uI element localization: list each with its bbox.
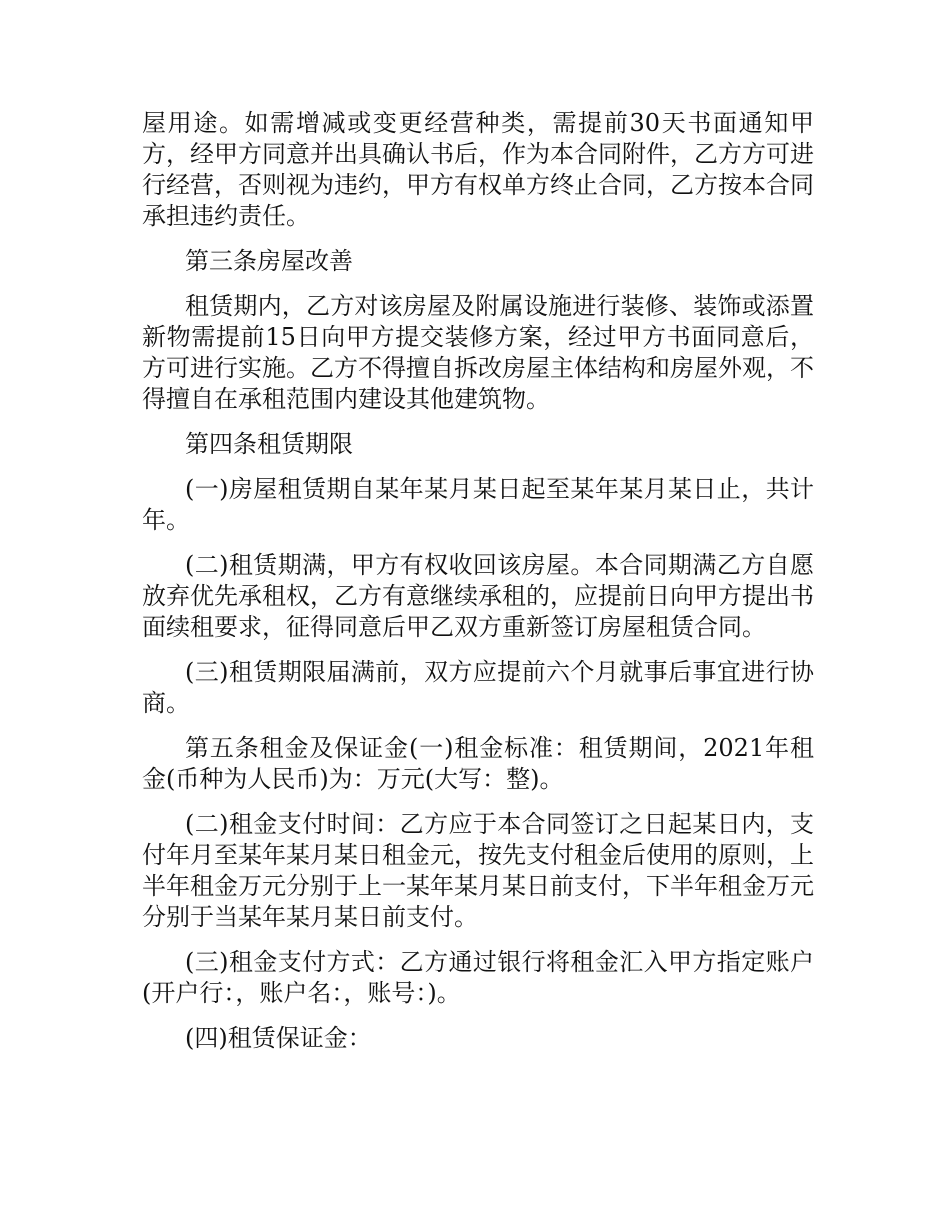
- document-body: [142, 108, 814, 1068]
- paragraph: (三)租赁期限届满前，双方应提前六个月就事后事宜进行协商。: [142, 658, 814, 717]
- paragraph: (三)租金支付方式：乙方通过银行将租金汇入甲方指定账户(开户行：，账户名：，账号：)。: [142, 948, 814, 1007]
- paragraph: (四)租赁保证金：: [185, 1024, 372, 1052]
- section-heading-article-5: 第五条租金及保证金(一)租金标准：租赁期间，2021年租金(币种为人民币)为：万元(大写：整)。: [142, 734, 814, 793]
- section-heading-article-4: 第四条租赁期限: [185, 430, 353, 458]
- paragraph: (二)租赁期满，甲方有权收回该房屋。本合同期满乙方自愿放弃优先承租权，乙方有意继续承租的，应提前日向甲方提出书面续租要求，征得同意后甲乙双方重新签订房屋租赁合同。: [142, 551, 814, 641]
- paragraph-continuation: 屋用途。如需增减或变更经营种类，需提前30天书面通知甲方，经甲方同意并出具确认书后，作为本合同附件，乙方方可进行经营，否则视为违约，甲方有权单方终止合同，乙方按本合同承担违约责任。: [142, 109, 814, 230]
- paragraph: 租赁期内，乙方对该房屋及附属设施进行装修、装饰或添置新物需提前15日向甲方提交装修方案，经过甲方书面同意后，方可进行实施。乙方不得擅自拆改房屋主体结构和房屋外观，不得擅自在承租范围内建设其他建筑物。: [142, 292, 814, 413]
- section-heading-article-3: 第三条房屋改善: [185, 247, 353, 275]
- paragraph: (二)租金支付时间：乙方应于本合同签订之日起某日内，支付年月至某年某月某日租金元，按先支付租金后使用的原则，上半年租金万元分别于上一某年某月某日前支付，下半年租金万元分别于当某年某月某日前支付。: [142, 810, 814, 931]
- paragraph: (一)房屋租赁期自某年某月某日起至某年某月某日止，共计年。: [142, 475, 814, 534]
